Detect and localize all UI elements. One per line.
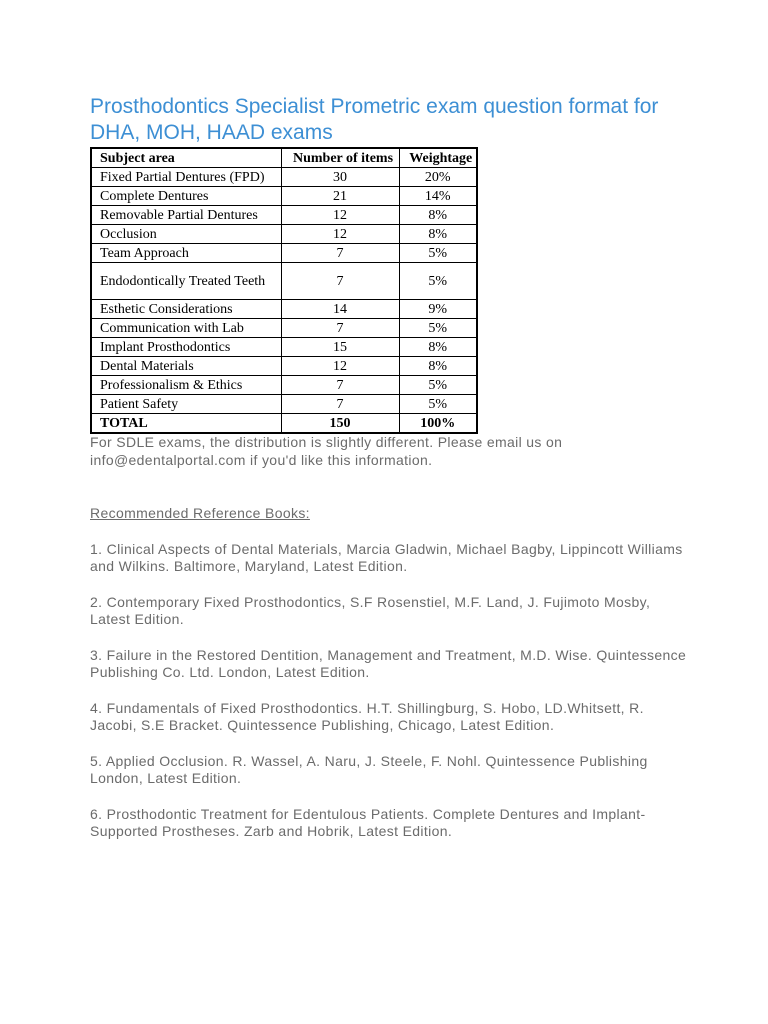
subject-cell: Removable Partial Dentures (91, 206, 281, 225)
subject-cell: Occlusion (91, 225, 281, 244)
weightage-cell: 8% (399, 357, 477, 376)
weightage-cell: 14% (399, 187, 477, 206)
table-row (91, 319, 477, 338)
items-cell: 30 (281, 168, 399, 187)
weightage-cell: 8% (399, 206, 477, 225)
items-cell: 7 (281, 376, 399, 395)
total-items-cell: 150 (281, 414, 399, 434)
references-heading: Recommended Reference Books: (90, 505, 310, 521)
table-row (91, 206, 477, 225)
column-header-weightage: Weightage (399, 148, 477, 168)
reference-item: 4. Fundamentals of Fixed Prosthodontics. H.T. Shillingburg, S. Hobo, LD.Whitsett, R. Jacobi, S.E Bracket. Quintessence Publishing, Chicago, Latest Edition. (90, 699, 644, 733)
table-total-row (91, 414, 477, 434)
exam-format-table (90, 147, 478, 434)
weightage-cell: 5% (399, 319, 477, 338)
items-cell: 12 (281, 206, 399, 225)
weightage-cell: 5% (399, 244, 477, 263)
reference-item: 3. Failure in the Restored Dentition, Management and Treatment, M.D. Wise. Quintessence Publishing Co. Ltd. London, Latest Edition. (90, 646, 687, 680)
reference-item: 6. Prosthodontic Treatment for Edentulous Patients. Complete Dentures and Implant- Supported Prostheses. Zarb and Hobrik, Latest Edition. (90, 805, 646, 839)
items-cell: 7 (281, 263, 399, 300)
weightage-cell: 8% (399, 225, 477, 244)
page-title: Prosthodontics Specialist Prometric exam question format for DHA, MOH, HAAD exams (90, 95, 659, 144)
subject-cell: Communication with Lab (91, 319, 281, 338)
weightage-cell: 20% (399, 168, 477, 187)
weightage-cell: 8% (399, 338, 477, 357)
table-row (91, 357, 477, 376)
weightage-cell: 5% (399, 376, 477, 395)
document-page (90, 94, 690, 841)
subject-cell: Esthetic Considerations (91, 300, 281, 319)
table-row (91, 300, 477, 319)
subject-cell: Endodontically Treated Teeth (91, 263, 281, 300)
items-cell: 7 (281, 395, 399, 414)
total-weightage-cell: 100% (399, 414, 477, 434)
subject-cell: Implant Prosthodontics (91, 338, 281, 357)
items-cell: 15 (281, 338, 399, 357)
items-cell: 7 (281, 244, 399, 263)
items-cell: 7 (281, 319, 399, 338)
items-cell: 12 (281, 357, 399, 376)
weightage-cell: 9% (399, 300, 477, 319)
total-label-cell: TOTAL (91, 414, 281, 434)
reference-item: 2. Contemporary Fixed Prosthodontics, S.F Rosenstiel, M.F. Land, J. Fujimoto Mosby, Latest Edition. (90, 593, 651, 627)
items-cell: 21 (281, 187, 399, 206)
subject-cell: Professionalism & Ethics (91, 376, 281, 395)
table-row (91, 376, 477, 395)
reference-item: 1. Clinical Aspects of Dental Materials, Marcia Gladwin, Michael Bagby, Lippincott Williams and Wilkins. Baltimore, Maryland, Latest Edition. (90, 540, 683, 574)
reference-item: 5. Applied Occlusion. R. Wassel, A. Naru, J. Steele, F. Nohl. Quintessence Publishing London, Latest Edition. (90, 752, 648, 786)
column-header-items: Number of items (281, 148, 399, 168)
weightage-cell: 5% (399, 263, 477, 300)
weightage-cell: 5% (399, 395, 477, 414)
subject-cell: Complete Dentures (91, 187, 281, 206)
table-row (91, 263, 477, 300)
table-row (91, 244, 477, 263)
table-row (91, 225, 477, 244)
table-header-row (91, 148, 477, 168)
subject-cell: Team Approach (91, 244, 281, 263)
items-cell: 12 (281, 225, 399, 244)
column-header-subject: Subject area (91, 148, 281, 168)
table-row (91, 187, 477, 206)
table-row (91, 168, 477, 187)
content-body (90, 434, 690, 841)
subject-cell: Fixed Partial Dentures (FPD) (91, 168, 281, 187)
subject-cell: Patient Safety (91, 395, 281, 414)
table-row (91, 338, 477, 357)
sdle-note: For SDLE exams, the distribution is slightly different. Please email us on info@edentalportal.com if you'd like this information. (90, 434, 563, 468)
subject-cell: Dental Materials (91, 357, 281, 376)
table-row (91, 395, 477, 414)
items-cell: 14 (281, 300, 399, 319)
